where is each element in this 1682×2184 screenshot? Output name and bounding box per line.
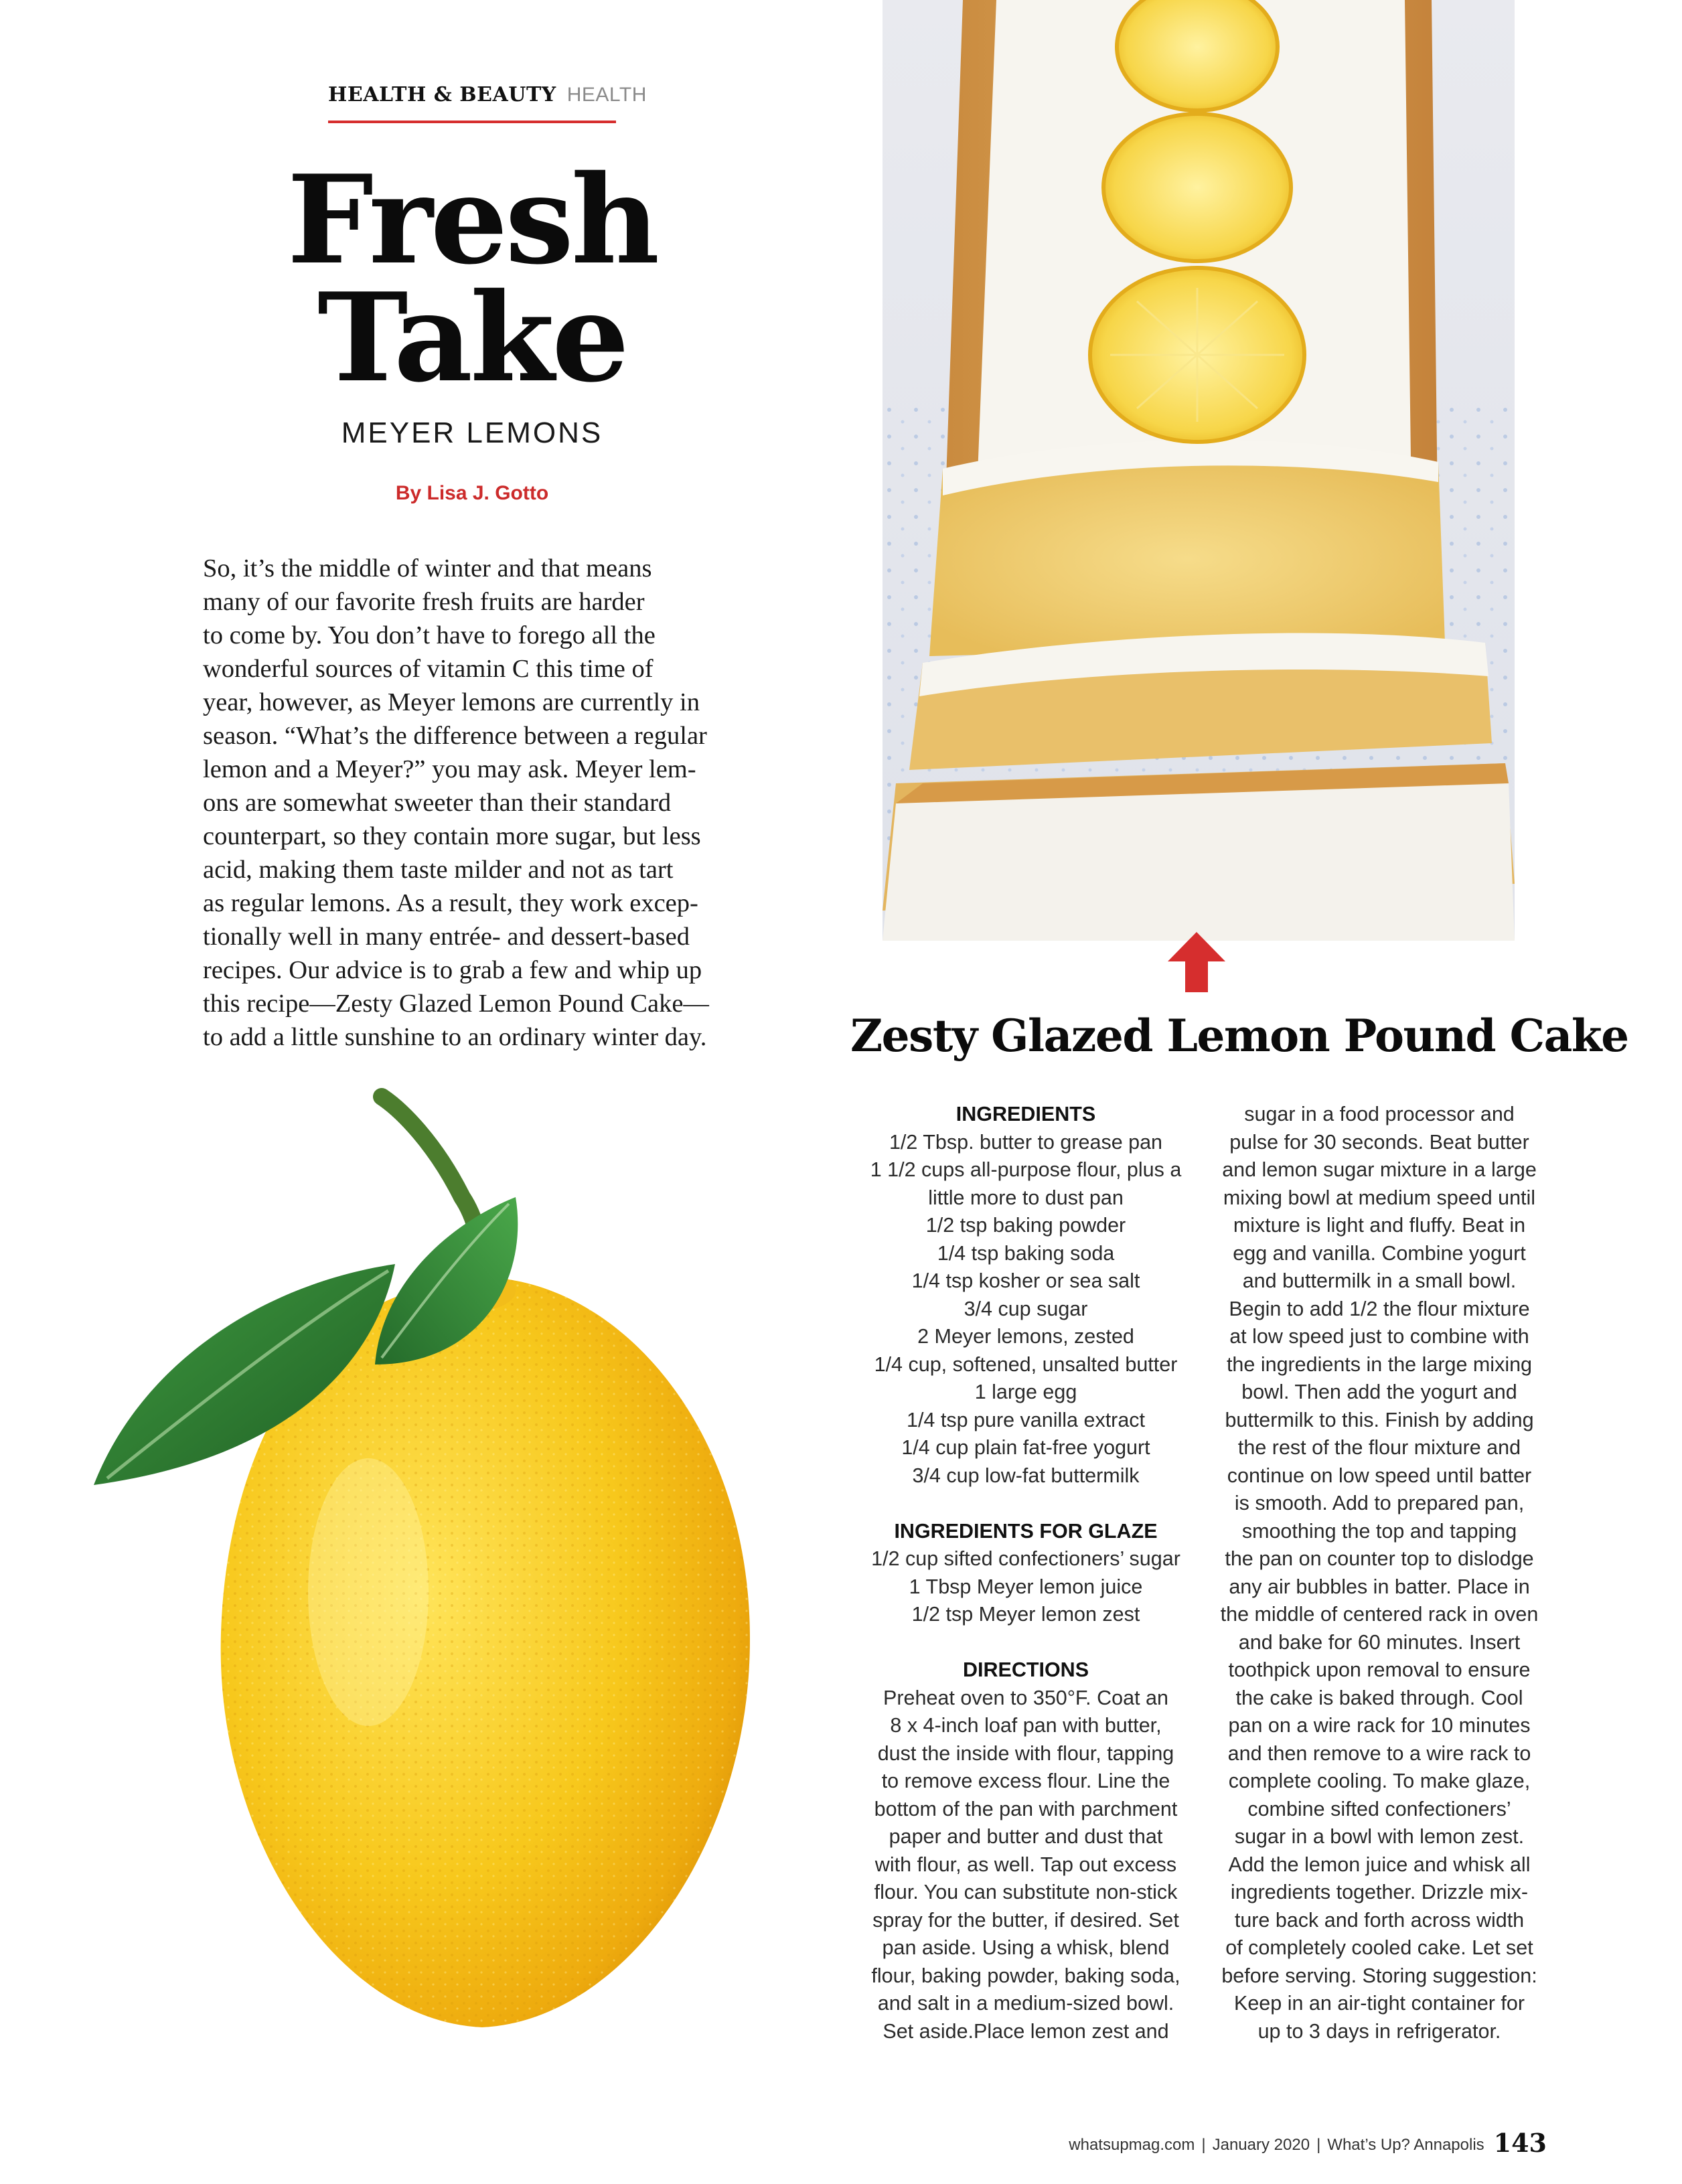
intro-line: ons are somewhat sweeter than their standard <box>203 789 672 817</box>
ingredient-line: 1 1/2 cups all-purpose flour, plus a <box>870 1158 1182 1181</box>
intro-line: lemon and a Meyer?” you may ask. Meyer lem- <box>203 755 696 783</box>
ingredient-line: 3/4 cup sugar <box>964 1297 1088 1320</box>
intro-line: tionally well in many entrée- and dessert-based <box>203 923 690 951</box>
directions-line: and then remove to a wire rack to <box>1227 1741 1531 1765</box>
glaze-heading: INGREDIENTS FOR GLAZE <box>894 1519 1158 1543</box>
directions-line: and lemon sugar mixture in a large <box>1222 1158 1537 1181</box>
intro-paragraph <box>203 552 759 1054</box>
directions-line: and buttermilk in a small bowl. <box>1242 1269 1517 1292</box>
directions-line: of completely cooled cake. Let set <box>1225 1936 1533 1959</box>
ingredient-line: 2 Meyer lemons, zested <box>917 1325 1134 1348</box>
lemon-photo <box>87 1083 810 2034</box>
directions-line: combine sifted confectioners’ <box>1247 1797 1511 1820</box>
directions-line: pulse for 30 seconds. Beat butter <box>1229 1130 1529 1154</box>
directions-line: the ingredients in the large mixing <box>1226 1352 1533 1376</box>
directions-line: Add the lemon juice and whisk all <box>1228 1853 1531 1876</box>
intro-line: many of our favorite fresh fruits are harder <box>203 588 645 616</box>
section-kicker <box>328 83 647 106</box>
intro-line: counterpart, so they contain more sugar, but less <box>203 822 701 850</box>
article-title <box>201 148 743 409</box>
directions-line: is smooth. Add to prepared pan, <box>1234 1492 1525 1514</box>
byline: By Lisa J. Gotto <box>395 482 549 504</box>
directions-line: ture back and forth across width <box>1234 1908 1525 1932</box>
directions-line: the cake is baked through. Cool <box>1235 1686 1523 1709</box>
intro-line: wonderful sources of vitamin C this time of <box>203 655 654 683</box>
ingredient-line: 1/4 cup, softened, unsalted butter <box>874 1352 1178 1376</box>
directions-line: 8 x 4-inch loaf pan with butter, <box>890 1714 1162 1737</box>
title-line-1: Fresh <box>287 148 658 291</box>
directions-line: dust the inside with flour, tapping <box>877 1741 1174 1765</box>
recipe-column-right <box>1212 1101 1547 2045</box>
page-number: 143 <box>1493 2128 1547 2158</box>
glaze-line: 1/2 tsp Meyer lemon zest <box>911 1603 1140 1626</box>
meyer-lemon-illustration <box>87 1083 810 2034</box>
directions-line: at low speed just to combine with <box>1229 1325 1529 1348</box>
kicker-rule <box>328 121 616 123</box>
directions-line: sugar in a food processor and <box>1244 1103 1515 1125</box>
intro-line: this recipe—Zesty Glazed Lemon Pound Cake— <box>203 990 709 1018</box>
directions-line: the pan on counter top to dislodge <box>1225 1547 1534 1570</box>
directions-line: toothpick upon removal to ensure <box>1228 1658 1531 1681</box>
intro-line: acid, making them taste milder and not as tart <box>203 856 674 884</box>
recipe-column-left <box>845 1101 1207 2045</box>
directions-line: to remove excess flour. Line the <box>881 1770 1170 1792</box>
directions-line: any air bubbles in batter. Place in <box>1229 1575 1530 1598</box>
directions-line: with flour, as well. Tap out excess <box>874 1853 1177 1876</box>
arrow-up-icon <box>1168 932 1225 992</box>
ingredient-line: 3/4 cup low-fat buttermilk <box>912 1464 1140 1487</box>
cake-photo <box>883 0 1515 941</box>
spacer <box>845 1490 1207 1518</box>
intro-line: season. “What’s the difference between a regular <box>203 722 707 750</box>
directions-line: and bake for 60 minutes. Insert <box>1238 1630 1521 1654</box>
directions-line: Keep in an air-tight container for <box>1233 1992 1525 2015</box>
directions-line: sugar in a bowl with lemon zest. <box>1234 1825 1525 1848</box>
directions-line: Begin to add 1/2 the flour mixture <box>1229 1297 1530 1320</box>
ingredient-line: 1/2 tsp baking powder <box>925 1214 1126 1237</box>
ingredient-line: 1/4 cup plain fat-free yogurt <box>901 1436 1150 1459</box>
directions-line: and salt in a medium-sized bowl. <box>877 1992 1174 2015</box>
directions-line: Preheat oven to 350°F. Coat an <box>883 1686 1168 1709</box>
intro-line: So, it’s the middle of winter and that means <box>203 554 652 582</box>
directions-line: paper and butter and dust that <box>889 1825 1163 1848</box>
directions-line: bottom of the pan with parchment <box>874 1797 1178 1820</box>
directions-line: buttermilk to this. Finish by adding <box>1225 1408 1534 1431</box>
directions-line: smoothing the top and tapping <box>1241 1519 1517 1543</box>
directions-line: the rest of the flour mixture and <box>1237 1436 1521 1459</box>
spacer <box>845 1629 1207 1657</box>
pound-cake-illustration <box>883 0 1515 941</box>
article-subtitle: MEYER LEMONS <box>341 416 603 449</box>
directions-line: egg and vanilla. Combine yogurt <box>1233 1241 1526 1265</box>
directions-line: pan on a wire rack for 10 minutes <box>1228 1714 1531 1737</box>
directions-line: continue on low speed until batter <box>1227 1464 1532 1487</box>
glaze-line: 1 Tbsp Meyer lemon juice <box>909 1575 1143 1598</box>
intro-line: recipes. Our advice is to grab a few and whip up <box>203 956 702 984</box>
page-footer <box>964 2128 1547 2158</box>
footer-date: January 2020 <box>1212 2136 1310 2154</box>
footer-separator: | <box>1201 2136 1206 2154</box>
glaze-line: 1/2 cup sifted confectioners’ sugar <box>871 1547 1180 1570</box>
ingredient-line: 1 large egg <box>974 1381 1077 1403</box>
ingredient-line: 1/4 tsp baking soda <box>937 1241 1115 1265</box>
directions-line: pan aside. Using a whisk, blend <box>882 1936 1170 1959</box>
directions-line: mixing bowl at medium speed until <box>1223 1186 1536 1209</box>
ingredient-line: 1/4 tsp pure vanilla extract <box>906 1408 1146 1431</box>
directions-line: the middle of centered rack in oven <box>1220 1603 1539 1626</box>
ingredients-heading: INGREDIENTS <box>955 1103 1096 1125</box>
directions-line: flour. You can substitute non-stick <box>874 1881 1178 1903</box>
ingredient-line: 1/4 tsp kosher or sea salt <box>911 1269 1140 1292</box>
directions-line: complete cooling. To make glaze, <box>1228 1770 1531 1792</box>
footer-site: whatsupmag.com <box>1069 2136 1195 2154</box>
ingredient-line: little more to dust pan <box>928 1186 1124 1209</box>
directions-line: ingredients together. Drizzle mix- <box>1230 1881 1529 1903</box>
directions-line: Set aside.Place lemon zest and <box>883 2019 1169 2043</box>
footer-publication: What’s Up? Annapolis <box>1327 2136 1484 2154</box>
subsection-label: HEALTH <box>566 84 647 106</box>
directions-line: flour, baking powder, baking soda, <box>871 1964 1180 1987</box>
directions-line: up to 3 days in refrigerator. <box>1257 2019 1501 2043</box>
ingredient-line: 1/2 Tbsp. butter to grease pan <box>889 1130 1163 1154</box>
directions-line: spray for the butter, if desired. Set <box>872 1908 1179 1932</box>
intro-line: to come by. You don’t have to forego all the <box>203 621 656 649</box>
intro-line: as regular lemons. As a result, they work excep- <box>203 889 698 917</box>
directions-line: mixture is light and fluffy. Beat in <box>1233 1214 1526 1237</box>
intro-line: year, however, as Meyer lemons are currently in <box>203 688 700 716</box>
title-line-2: Take <box>317 266 627 409</box>
recipe-title: Zesty Glazed Lemon Pound Cake <box>850 1010 1628 1062</box>
directions-heading: DIRECTIONS <box>962 1658 1089 1681</box>
section-label: HEALTH & BEAUTY <box>328 83 556 106</box>
directions-line: before serving. Storing suggestion: <box>1221 1964 1537 1987</box>
intro-line: to add a little sunshine to an ordinary winter day. <box>203 1023 707 1051</box>
directions-line: bowl. Then add the yogurt and <box>1241 1381 1517 1403</box>
footer-separator: | <box>1316 2136 1321 2154</box>
